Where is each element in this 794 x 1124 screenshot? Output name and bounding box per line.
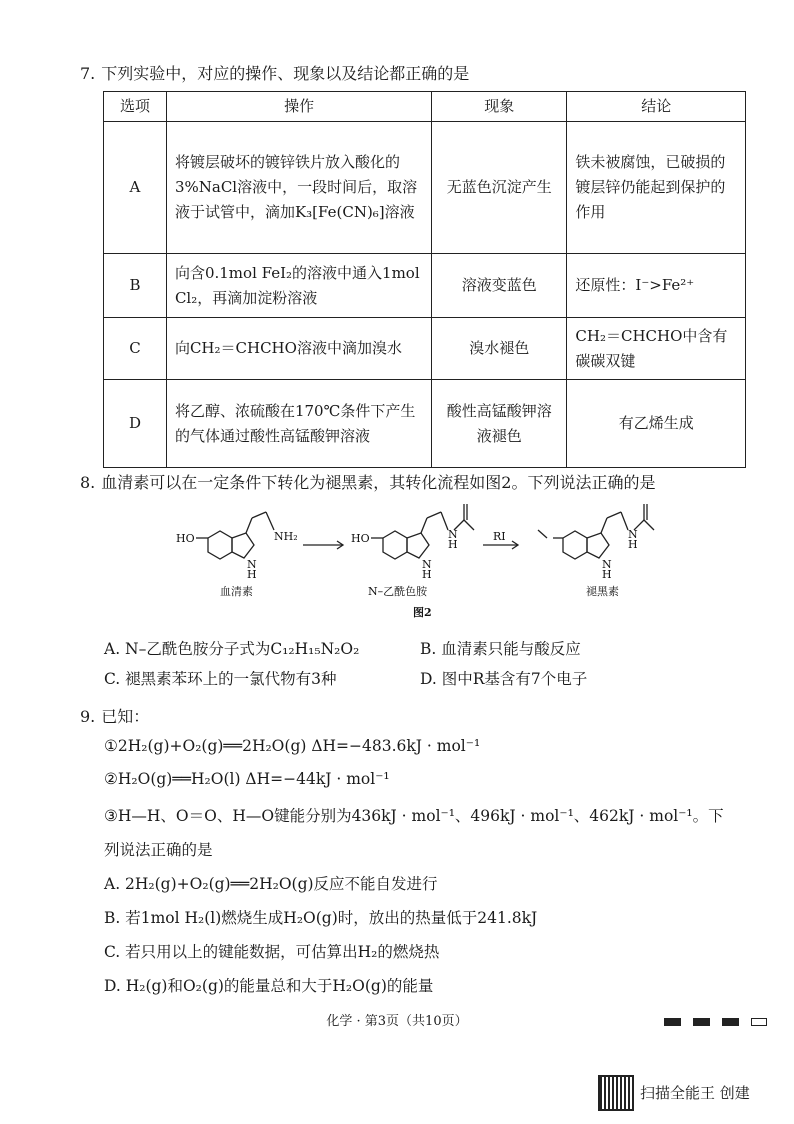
q8-option-d: D. 图中R基含有7个电子 <box>420 670 588 688</box>
pyrrole-ring <box>232 533 254 558</box>
row-conclusion: CH₂＝CHCHO中含有碳碳双键 <box>567 318 746 380</box>
n-label: N <box>448 528 458 541</box>
given-equation-1: ①2H₂(g)+O₂(g)══2H₂O(g) ΔH=−483.6kJ · mol⁻¹ <box>104 737 481 755</box>
table-row <box>104 122 746 254</box>
reaction-scheme-figure <box>168 500 688 625</box>
q8-option-c: C. 褪黑素苯环上的一氯代物有3种 <box>104 670 337 688</box>
q9-option-b: B. 若1mol H₂(l)燃烧生成H₂O(g)时，放出的热量低于241.8kJ <box>104 909 538 927</box>
question-7-title: 7. 下列实验中，对应的操作、现象以及结论都正确的是 <box>80 64 470 83</box>
row-option: B <box>104 254 167 318</box>
compound-name: N–乙酰色胺 <box>368 585 428 598</box>
benzene-ring <box>563 531 587 559</box>
row-operation: 向含0.1mol FeI₂的溶液中通入1mol Cl₂，再滴加淀粉溶液 <box>166 254 431 318</box>
page-marker-bars <box>664 1011 779 1030</box>
given-bond-energies: ③H—H、O＝O、H—O键能分别为436kJ · mol⁻¹、496kJ · mol⁻¹、462kJ · mol⁻¹。下 <box>104 807 724 825</box>
question-8-title: 8. 血清素可以在一定条件下转化为褪黑素，其转化流程如图2。下列说法正确的是 <box>80 473 656 492</box>
given-equation-2: ②H₂O(g)══H₂O(l) ΔH=−44kJ · mol⁻¹ <box>104 770 390 788</box>
page-footer: 化学 · 第3页（共10页） <box>326 1014 468 1029</box>
header-conclusion: 结论 <box>567 92 746 122</box>
h-label: H <box>448 538 458 551</box>
compound-name: 褪黑素 <box>586 585 619 598</box>
marker-bar <box>722 1018 739 1026</box>
row-conclusion: 还原性：I⁻>Fe²⁺ <box>567 254 746 318</box>
reagent-label: RI <box>493 530 506 543</box>
h-label: H <box>247 568 257 581</box>
marker-bar <box>664 1018 681 1026</box>
given-prompt: 列说法正确的是 <box>104 841 213 859</box>
q8-option-b: B. 血清素只能与酸反应 <box>420 640 581 658</box>
table-row <box>104 318 746 380</box>
row-option: A <box>104 122 167 254</box>
q8-option-a: A. N–乙酰色胺分子式为C₁₂H₁₅N₂O₂ <box>104 640 360 658</box>
compound-name: 血清素 <box>220 585 253 598</box>
q9-option-c: C. 若只用以上的键能数据，可估算出H₂的燃烧热 <box>104 943 440 961</box>
nh2-label: NH₂ <box>274 530 298 543</box>
pyrrole-ring <box>587 533 609 558</box>
row-conclusion: 有乙烯生成 <box>567 380 746 468</box>
qr-code-icon <box>598 1075 634 1111</box>
marker-bar <box>693 1018 710 1026</box>
table-header-row <box>104 92 746 122</box>
n-label: N <box>628 528 638 541</box>
ho-label: HO <box>176 532 195 545</box>
row-phenomenon: 无蓝色沉淀产生 <box>432 122 567 254</box>
row-conclusion: 铁未被腐蚀，已破损的镀层锌仍能起到保护的作用 <box>567 122 746 254</box>
table-row <box>104 254 746 318</box>
marker-bar-empty <box>751 1018 767 1026</box>
header-option: 选项 <box>104 92 167 122</box>
q9-option-d: D. H₂(g)和O₂(g)的能量总和大于H₂O(g)的能量 <box>104 977 434 995</box>
benzene-ring <box>208 531 232 559</box>
n-label: N <box>247 558 257 571</box>
q9-option-a: A. 2H₂(g)+O₂(g)══2H₂O(g)反应不能自发进行 <box>104 875 438 893</box>
question-9-title: 9. 已知： <box>80 707 150 726</box>
header-operation: 操作 <box>166 92 431 122</box>
benzene-ring <box>383 531 407 559</box>
row-operation: 将乙醇、浓硫酸在170℃条件下产生的气体通过酸性高锰酸钾溶液 <box>166 380 431 468</box>
n-label: N <box>422 558 432 571</box>
figure-caption: 图2 <box>413 606 432 619</box>
row-operation: 向CH₂＝CHCHO溶液中滴加溴水 <box>166 318 431 380</box>
experiment-table <box>103 91 746 468</box>
h-label: H <box>628 538 638 551</box>
row-phenomenon: 酸性高锰酸钾溶液褪色 <box>432 380 567 468</box>
header-phenomenon: 现象 <box>432 92 567 122</box>
scanner-watermark: 扫描全能王 创建 <box>640 1084 750 1102</box>
row-option: C <box>104 318 167 380</box>
row-operation: 将镀层破坏的镀锌铁片放入酸化的3%NaCl溶液中，一段时间后，取溶液于试管中，滴加K₃[Fe(CN)₆]溶液 <box>166 122 431 254</box>
row-phenomenon: 溶液变蓝色 <box>432 254 567 318</box>
n-label: N <box>602 558 612 571</box>
row-phenomenon: 溴水褪色 <box>432 318 567 380</box>
pyrrole-ring <box>407 533 429 558</box>
h-label: H <box>602 568 612 581</box>
row-option: D <box>104 380 167 468</box>
reaction-scheme-svg <box>168 500 688 625</box>
table-row <box>104 380 746 468</box>
ho-label: HO <box>351 532 370 545</box>
h-label: H <box>422 568 432 581</box>
